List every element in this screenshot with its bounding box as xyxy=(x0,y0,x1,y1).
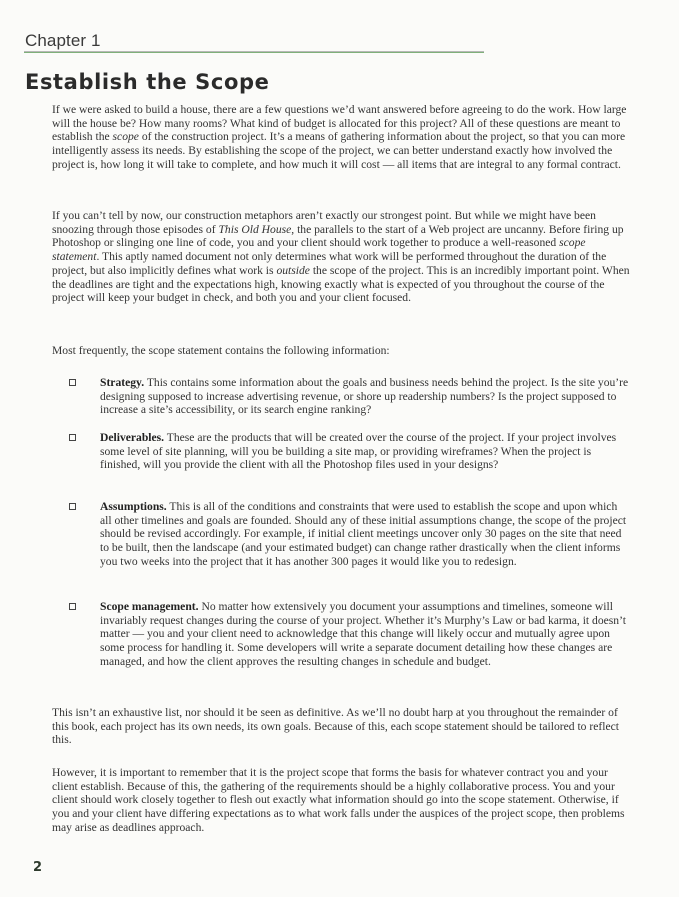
paragraph-collaboration: However, it is important to remember that it is the project scope that forms the basis for whatever contract you and your client establish. Because of this, the gathering of the requirements should be a highly collaborative process. You and your client should work closely together to flesh out exactly what information should go into the scope statement. Otherwise, if you and your client have differing expectations as to what work falls under the auspices of the project scope, then problems may arise as deadlines approach. xyxy=(52,766,625,834)
chapter-label: Chapter 1 xyxy=(25,31,101,50)
italic-term: outside xyxy=(276,263,310,277)
list-item-body xyxy=(100,376,630,417)
list-item-body xyxy=(100,431,630,472)
list-item-heading: Scope management. xyxy=(100,600,199,613)
section-title: Establish the Scope xyxy=(25,70,270,94)
text-run: If you can’t tell by now, our construction metaphors aren’t exactly our strongest point. But while we might have been snoozing through those episodes of xyxy=(52,209,596,236)
checkbox-bullet-icon xyxy=(69,434,76,441)
list-item-body xyxy=(100,500,630,569)
checkbox-bullet-icon xyxy=(69,379,76,386)
text-run: If we were asked to build a house, there are a few questions we’d want answered before agreeing to do the work. How large will the house be? How many rooms? What kind of budget is allocated for this project? All of these questions are meant to establish the xyxy=(52,103,627,144)
text-run: the scope of the project. This is an incredibly important point. When the deadlines are tight and the expectations high, knowing exactly what is expected of you throughout the course of the project will keep your budget in check, and both you and your client focused. xyxy=(52,263,630,305)
list-item-heading: Assumptions. xyxy=(100,500,167,513)
checkbox-bullet-icon xyxy=(69,503,76,510)
paragraph-list-intro xyxy=(52,344,630,358)
paragraph-intro xyxy=(52,103,630,172)
list-item-text: These are the products that will be created over the course of the project. If your project involves some level of site planning, will you be building a site map, or providing wireframes? When the project is finished, will you provide the client with all the Photoshop files used in your designs? xyxy=(100,431,617,472)
text-run: of the construction project. It’s a means of gathering information about the project, so that you can more intelligently assess its needs. By establishing the scope of the project, we can better understand exactly how involved the project is, how long it will take to complete, and how much it will cost — all items that are integral to any formal contract. xyxy=(52,130,626,171)
chapter-rule-divider xyxy=(24,51,484,53)
text-run: , the parallels to the start of a Web project are uncanny. Before firing up Photoshop or slinging one line of code, you and your client should work together to produce a well-reasoned xyxy=(52,222,624,250)
paragraph-not-exhaustive: This isn’t an exhaustive list, nor should it be seen as definitive. As we’ll no doubt harp at you throughout the remainder of this book, each project has its own needs, its own goals. Because of this, each scope statement should be tailored to reflect this. xyxy=(52,706,619,747)
italic-title: This Old House xyxy=(218,222,292,236)
list-item-text: No matter how extensively you document your assumptions and timelines, someone will invariably request changes during the course of your project. Whether it’s Murphy’s Law or bad karma, it doesn’t matter — you and your client need to acknowledge that this change will likely occur and mutually agree upon some process for handling it. Some developers will write a separate document detailing how these changes are managed, and how the client approves the resulting changes in schedule and budget. xyxy=(100,600,626,668)
italic-term: scope statement xyxy=(52,236,586,264)
text-run: . This aptly named document not only determines what work will be performed throughout the duration of the project, but also implicitly defines what work is xyxy=(52,250,607,277)
list-item-heading: Strategy. xyxy=(100,376,145,389)
page-number: 2 xyxy=(33,860,43,875)
checkbox-bullet-icon xyxy=(69,603,76,610)
list-item-text: This contains some information about the goals and business needs behind the project. Is the site you’re designing supposed to increase advertising revenue, or shore up readership numbers? Is the project supposed to increase a site’s accessibility, or its search engine ranking? xyxy=(100,376,629,417)
italic-term: scope xyxy=(112,130,139,144)
list-item-text: This is all of the conditions and constraints that were used to establish the scope and upon which all other timelines and goals are founded. Should any of these initial assumptions change, the scope of the project should be revised accordingly. For example, if initial client meetings uncover only 30 pages on the site that need to be built, then the landscape (and your estimated budget) can change rather drastically when the client informs you two weeks into the project that it has another 300 pages it would like you to redesign. xyxy=(100,500,627,568)
list-item-body xyxy=(100,600,630,669)
paragraph-metaphor xyxy=(52,209,630,305)
list-item-heading: Deliverables. xyxy=(100,431,165,444)
text-run: Most frequently, the scope statement contains the following information: xyxy=(52,344,390,357)
